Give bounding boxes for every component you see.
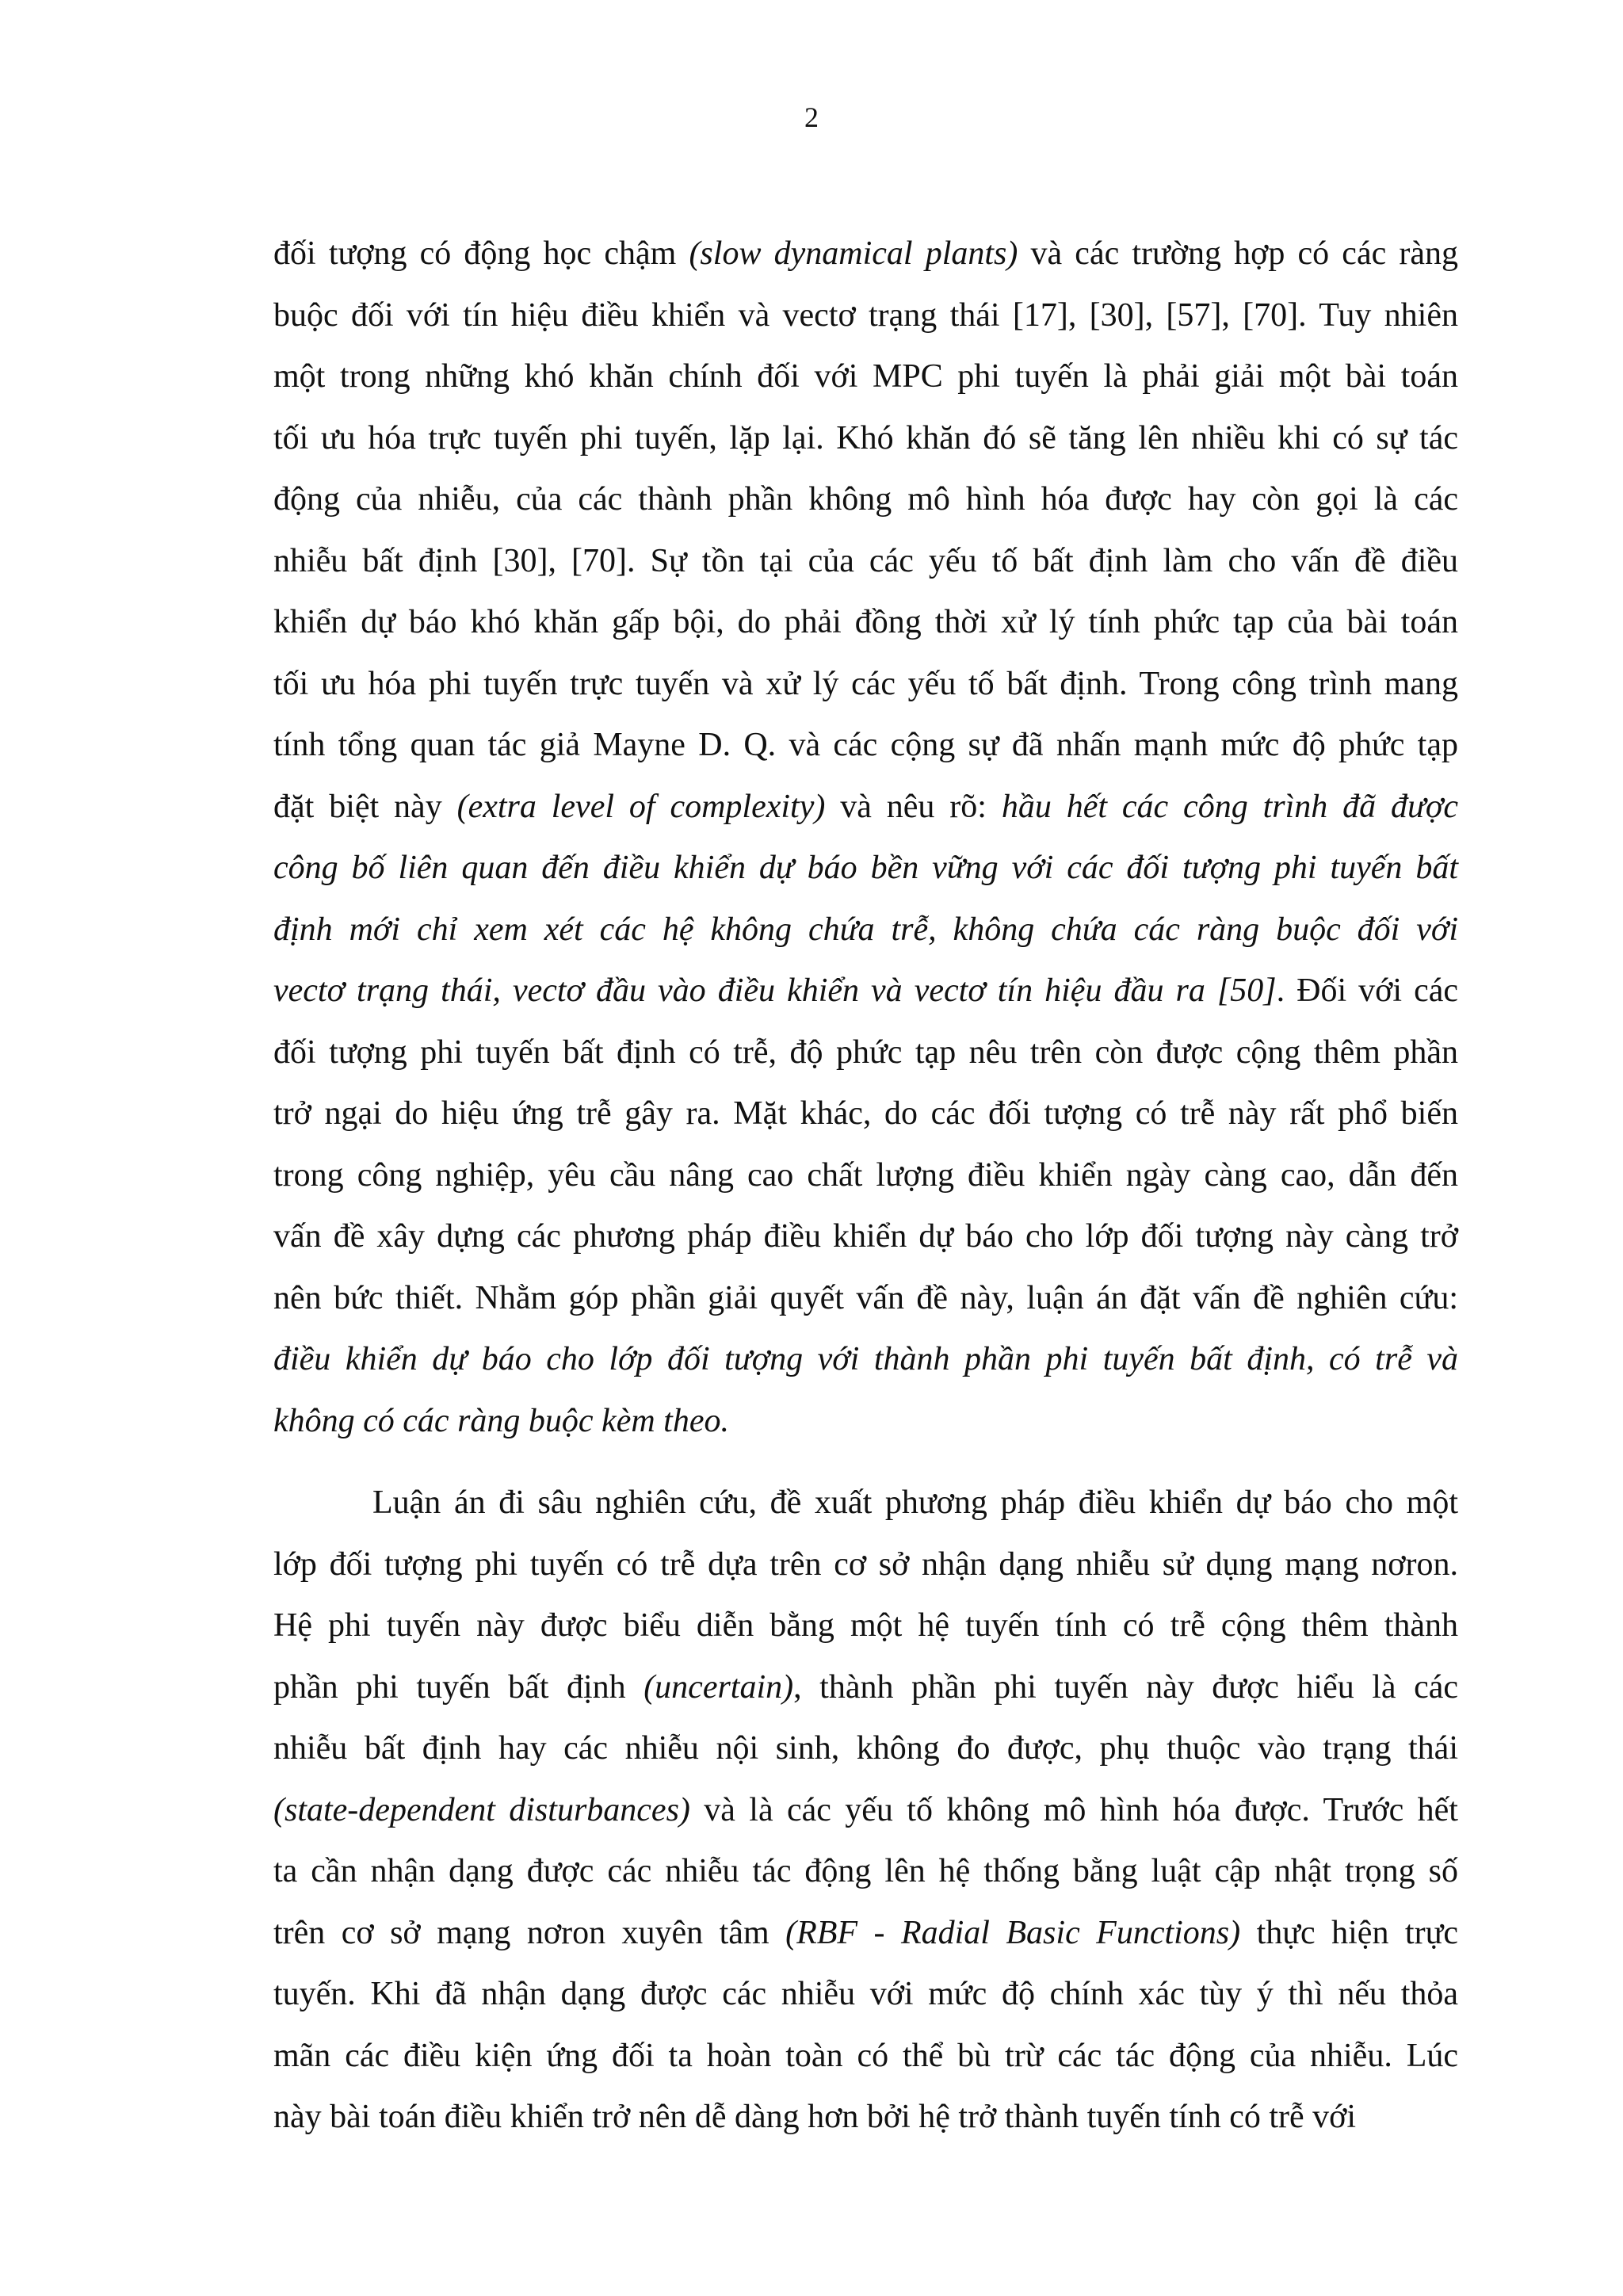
text-line xyxy=(273,1391,1458,1453)
text-line xyxy=(273,1083,1458,1145)
text-line xyxy=(273,285,1458,347)
text-line xyxy=(273,1473,1458,1534)
italic-text: hầu hết các công trình đã được xyxy=(1001,788,1458,825)
text-line xyxy=(273,777,1458,839)
text-segment: đối tượng có động học chậm xyxy=(273,235,689,272)
text-segment: nên bức thiết. Nhằm góp phần giải quyết vấn đề này, luận án đặt vấn đề nghiên cứu: xyxy=(273,1279,1458,1316)
text-line xyxy=(273,654,1458,716)
text-line xyxy=(273,346,1458,408)
text-segment: mãn các điều kiện ứng đối ta hoàn toàn có thể bù trừ các tác động của nhiễu. Lúc xyxy=(273,2037,1458,2074)
text-line xyxy=(273,1841,1458,1903)
text-line xyxy=(273,900,1458,961)
text-line xyxy=(273,1964,1458,2026)
italic-text: định mới chỉ xem xét các hệ không chứa trễ, không chứa các ràng buộc đối với xyxy=(273,911,1458,948)
paragraph-2 xyxy=(273,1473,1458,2149)
text-segment: Luận án đi sâu nghiên cứu, đề xuất phương pháp điều khiển dự báo cho một xyxy=(372,1484,1458,1521)
italic-text: không có các ràng buộc kèm theo. xyxy=(273,1402,729,1439)
text-line xyxy=(273,715,1458,777)
text-line xyxy=(273,838,1458,900)
text-line xyxy=(273,592,1458,654)
text-segment: đặt biệt này xyxy=(273,788,457,825)
text-segment: lớp đối tượng phi tuyến có trễ dựa trên cơ sở nhận dạng nhiễu sử dụng mạng nơron. xyxy=(273,1545,1458,1583)
italic-text: (RBF - Radial Basic Functions) xyxy=(785,1914,1241,1951)
text-line xyxy=(273,469,1458,531)
text-segment: nhiễu bất định hay các nhiễu nội sinh, không đo được, phụ thuộc vào trạng thái xyxy=(273,1730,1458,1767)
text-segment: Hệ phi tuyến này được biểu diễn bằng một hệ tuyến tính có trễ cộng thêm thành xyxy=(273,1607,1458,1644)
text-segment: trở ngại do hiệu ứng trễ gây ra. Mặt khác, do các đối tượng có trễ này rất phổ biến xyxy=(273,1095,1458,1132)
text-segment: khiển dự báo khó khăn gấp bội, do phải đồng thời xử lý tính phức tạp của bài toán xyxy=(273,604,1458,640)
text-segment: trên cơ sở mạng nơron xuyên tâm xyxy=(273,1914,786,1951)
text-line xyxy=(273,961,1458,1022)
body-text xyxy=(273,223,1458,2149)
paragraph-1 xyxy=(273,223,1458,1452)
text-line xyxy=(273,408,1458,470)
text-segment: nhiễu bất định [30], [70]. Sự tồn tại của các yếu tố bất định làm cho vấn đề điều xyxy=(273,542,1458,579)
text-segment: thực hiện trực xyxy=(1240,1914,1458,1951)
italic-text: vectơ trạng thái, vectơ đầu vào điều khiển và vectơ tín hiệu đầu ra [50] xyxy=(273,972,1277,1009)
italic-text: (slow dynamical plants) xyxy=(689,235,1018,272)
text-line xyxy=(273,531,1458,593)
text-segment: và nêu rõ: xyxy=(825,788,1002,825)
text-line xyxy=(273,1534,1458,1596)
text-segment: vấn đề xây dựng các phương pháp điều khiển dự báo cho lớp đối tượng này càng trở xyxy=(273,1218,1458,1255)
text-line xyxy=(273,1206,1458,1268)
text-line xyxy=(273,1780,1458,1842)
text-segment: tối ưu hóa phi tuyến trực tuyến và xử lý các yếu tố bất định. Trong công trình mang xyxy=(273,665,1458,702)
text-segment: và là các yếu tố không mô hình hóa được. Trước hết xyxy=(689,1791,1458,1828)
text-line xyxy=(273,1022,1458,1084)
text-segment: . Đối với các xyxy=(1276,972,1458,1009)
text-line xyxy=(273,1657,1458,1719)
text-segment: động của nhiễu, của các thành phần không mô hình hóa được hay còn gọi là các xyxy=(273,481,1458,518)
text-segment: tính tổng quan tác giả Mayne D. Q. và các cộng sự đã nhấn mạnh mức độ phức tạp xyxy=(273,727,1458,763)
italic-text: (extra level of complexity) xyxy=(456,788,826,825)
italic-text: (uncertain) xyxy=(643,1668,794,1706)
page-number: 2 xyxy=(804,101,819,133)
text-line xyxy=(273,1145,1458,1207)
text-segment: , thành phần phi tuyến này được hiểu là các xyxy=(793,1668,1459,1706)
text-segment: đối tượng phi tuyến bất định có trễ, độ phức tạp nêu trên còn được cộng thêm phần xyxy=(273,1033,1458,1071)
text-segment: và các trường hợp có các ràng xyxy=(1018,235,1459,272)
text-segment: tuyến. Khi đã nhận dạng được các nhiễu với mức độ chính xác tùy ý thì nếu thỏa xyxy=(273,1976,1458,2012)
text-line xyxy=(273,1718,1458,1780)
text-segment: buộc đối với tín hiệu điều khiển và vectơ trạng thái [17], [30], [57], [70]. Tuy nhiên xyxy=(273,296,1458,334)
italic-text: (state-dependent disturbances) xyxy=(273,1791,690,1828)
text-line xyxy=(273,1903,1458,1965)
text-line xyxy=(273,2026,1458,2088)
italic-text: điều khiển dự báo cho lớp đối tượng với thành phần phi tuyến bất định, có trễ và xyxy=(273,1341,1458,1377)
text-line xyxy=(273,2087,1458,2149)
text-line xyxy=(273,223,1458,285)
text-line xyxy=(273,1329,1458,1391)
text-line xyxy=(273,1268,1458,1330)
text-segment: trong công nghiệp, yêu cầu nâng cao chất lượng điều khiển ngày càng cao, dẫn đến xyxy=(273,1156,1458,1194)
text-segment: ta cần nhận dạng được các nhiễu tác động lên hệ thống bằng luật cập nhật trọng số xyxy=(273,1853,1458,1889)
text-segment: một trong những khó khăn chính đối với MPC phi tuyến là phải giải một bài toán xyxy=(273,358,1458,395)
text-segment: này bài toán điều khiển trở nên dễ dàng hơn bởi hệ trở thành tuyến tính có trễ với xyxy=(273,2099,1357,2135)
text-segment: phần phi tuyến bất định xyxy=(273,1668,644,1706)
text-line xyxy=(273,1595,1458,1657)
italic-text: công bố liên quan đến điều khiển dự báo bền vững với các đối tượng phi tuyến bất xyxy=(273,850,1458,886)
text-segment: tối ưu hóa trực tuyến phi tuyến, lặp lại. Khó khăn đó sẽ tăng lên nhiều khi có sự tác xyxy=(273,419,1458,457)
